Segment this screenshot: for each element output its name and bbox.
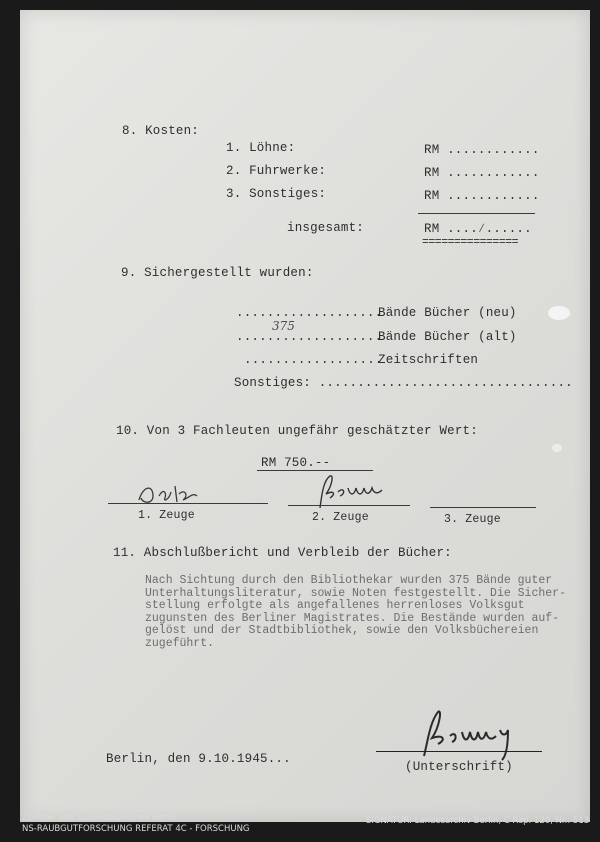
- secured-row-dots: ..................: [244, 353, 383, 367]
- cost-row-label: 3. Sonstiges:: [226, 187, 327, 201]
- place-date: Berlin, den 9.10.1945...: [106, 752, 291, 766]
- estimated-value: RM 750.--: [261, 456, 331, 470]
- witness-1-line: [108, 503, 268, 504]
- value-underline: [257, 470, 373, 471]
- punch-hole: [552, 444, 562, 452]
- total-label: insgesamt:: [287, 221, 365, 235]
- section-10-heading: 10. Von 3 Fachleuten ungefähr geschätzter Wert:: [116, 424, 478, 438]
- cost-row-amount: RM ............: [424, 143, 540, 157]
- final-report-text: Nach Sichtung durch den Bibliothekar wurden 375 Bände guter Unterhaltungsliteratur, sowie Noten festgestellt. Die Sicher- stellung erfolgte als angefallenes herrenloses Volksgut zugunsten des Berliner Magistrates. Die Bestände wurden auf- gelöst und der Stadtbibliothek, sowie den Volksbüchereien zugeführt.: [145, 574, 566, 650]
- witness-3-line: [430, 507, 536, 508]
- sum-rule: [418, 213, 535, 214]
- punch-hole: [548, 306, 570, 320]
- total-amount: RM ....∕......: [424, 222, 532, 236]
- witness-2-label: 2. Zeuge: [312, 511, 369, 524]
- section-8-heading: 8. Kosten:: [122, 124, 200, 138]
- secured-row-label: Zeitschriften: [378, 353, 479, 367]
- cost-row-amount: RM ............: [424, 166, 540, 180]
- cost-row-label: 1. Löhne:: [226, 141, 296, 155]
- section-9-heading: 9. Sichergestellt wurden:: [121, 266, 314, 280]
- main-signature: [410, 706, 540, 766]
- footer-signature: SIGNATUR: Landesarchiv Berlin, C Rep. 120, Nr.: 513: [366, 816, 590, 826]
- document-page: [20, 10, 590, 822]
- footer-library: Zentral- und Landesbibliothek Berlin: [22, 813, 178, 823]
- cost-row-amount: RM ............: [424, 189, 540, 203]
- total-double-rule: ===============: [422, 236, 519, 249]
- sonstiges-row: Sonstiges: .................................: [234, 376, 573, 390]
- cost-row-label: 2. Fuhrwerke:: [226, 164, 327, 178]
- signature-line: [376, 751, 542, 752]
- footer-department: NS-RAUBGUTFORSCHUNG REFERAT 4C - FORSCHUNG: [22, 824, 250, 834]
- secured-row-label: Bände Bücher (neu): [378, 306, 517, 320]
- secured-row-label: Bände Bücher (alt): [378, 330, 517, 344]
- handwritten-count: 375: [272, 319, 295, 333]
- witness-2-signature: [300, 472, 400, 512]
- witness-3-label: 3. Zeuge: [444, 513, 501, 526]
- witness-2-line: [288, 505, 410, 506]
- secured-row-dots: ...................: [236, 330, 383, 344]
- witness-1-label: 1. Zeuge: [138, 509, 195, 522]
- secured-row-dots: ...................: [236, 306, 383, 320]
- section-11-heading: 11. Abschlußbericht und Verbleib der Bücher:: [113, 546, 452, 560]
- signature-label: (Unterschrift): [405, 760, 513, 774]
